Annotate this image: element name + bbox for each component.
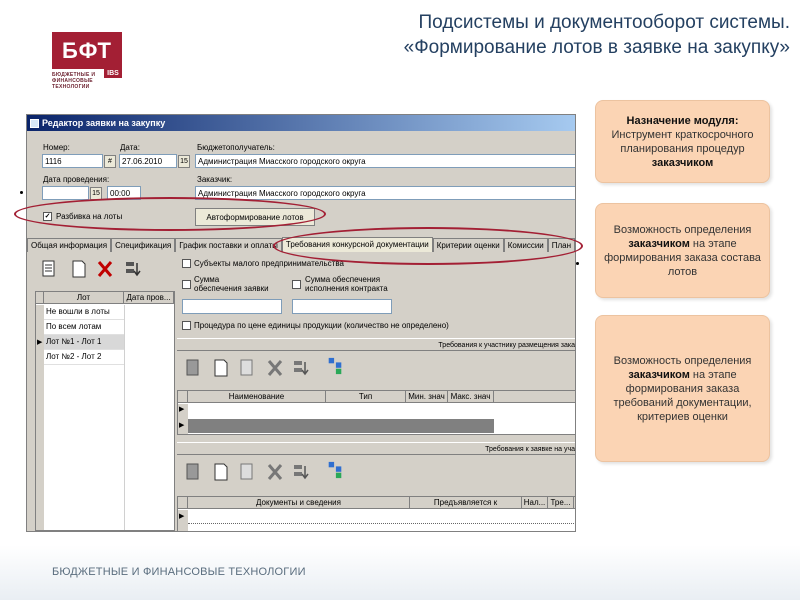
move-down-icon[interactable] <box>293 359 309 377</box>
slide-footer: БЮДЖЕТНЫЕ И ФИНАНСОВЫЕ ТЕХНОЛОГИИ <box>52 566 306 578</box>
bullet-dot <box>576 262 579 265</box>
row-indicator-header <box>178 391 188 403</box>
small-business-label: Субъекты малого предпринимательства <box>194 259 344 268</box>
hold-time-field[interactable]: 00:00 <box>107 186 141 200</box>
col-applies-to[interactable]: Предъявляется к <box>410 497 522 509</box>
callout-text: Возможность определения <box>613 354 752 367</box>
number-label: Номер: <box>43 143 70 152</box>
current-row-pointer-icon: ▶ <box>179 513 185 520</box>
slide-title-line1: Подсистемы и документооборот системы. <box>418 12 790 33</box>
lot-row[interactable]: Лот №2 - Лот 2 <box>44 350 124 365</box>
contract-security-label: Сумма обеспечения исполнения контракта <box>305 275 388 293</box>
tab-specification[interactable]: Спецификация <box>111 238 175 252</box>
date-label: Дата: <box>120 143 140 152</box>
col-documents[interactable]: Документы и сведения <box>188 497 410 509</box>
callout-heading: Назначение модуля: <box>626 114 739 127</box>
callout-requirements <box>595 315 770 462</box>
callout-text: Инструмент краткосрочного планирования процедур <box>611 128 754 155</box>
tab-schedule[interactable]: График поставки и оплаты <box>175 238 282 252</box>
blank-document-icon[interactable] <box>213 463 229 481</box>
callout-emphasis: заказчиком <box>651 156 714 169</box>
hold-date-field[interactable] <box>42 186 89 200</box>
lot-row-selected[interactable]: Лот №1 - Лот 1 <box>44 335 124 350</box>
calendar-icon[interactable]: 15 <box>178 155 190 168</box>
new-row-placeholder[interactable] <box>188 419 494 433</box>
calendar-icon[interactable]: 15 <box>90 187 102 200</box>
bid-requirements-grid <box>177 496 576 532</box>
contract-security-amount-field[interactable] <box>292 299 392 314</box>
hold-date-label: Дата проведения: <box>43 175 110 184</box>
split-lots-label: Разбивка на лоты <box>56 212 123 221</box>
current-row-pointer-icon: ▶ <box>37 339 43 346</box>
blank-document-icon[interactable] <box>71 260 87 278</box>
current-row-pointer-icon: ▶ <box>179 406 185 413</box>
delete-icon[interactable] <box>267 359 283 377</box>
logo-tagline: БЮДЖЕТНЫЕ И ФИНАНСОВЫЕ ТЕХНОЛОГИИ <box>52 72 96 90</box>
callout-emphasis: заказчиком <box>628 237 690 250</box>
row-indicator-header <box>178 497 188 509</box>
callout-text: на этапе формирования заказа требований документации, критериев оценки <box>613 368 752 423</box>
unit-price-label: Процедура по цене единицы продукции (количество не определено) <box>194 321 449 330</box>
participant-requirements-grid <box>177 390 576 435</box>
callout-text: Возможность определения <box>613 223 752 236</box>
col-presence[interactable]: Нал... <box>522 497 548 509</box>
window-title: Редактор заявки на закупку <box>42 118 166 128</box>
new-document-icon[interactable] <box>41 260 57 278</box>
participant-grid-header <box>178 391 576 403</box>
callout-lot-composition <box>595 203 770 298</box>
recipient-label: Бюджетополучатель: <box>197 143 275 152</box>
lots-grid-header <box>36 292 174 304</box>
bid-requirements-bar: Требования к заявке на уча <box>177 442 576 455</box>
callout-text: на этапе формирования заказа состава лотов <box>604 237 761 278</box>
tab-plan[interactable]: План <box>548 238 575 252</box>
delete-icon[interactable] <box>97 260 113 278</box>
tab-evaluation-criteria[interactable]: Критерии оценки <box>433 238 504 252</box>
tab-bar <box>27 237 576 252</box>
lot-date-column-header[interactable]: Дата пров... <box>124 292 174 304</box>
lot-row[interactable]: По всем лотам <box>44 320 124 335</box>
number-field[interactable]: 1116 <box>42 154 103 168</box>
bullet-dot <box>20 191 23 194</box>
row-separator <box>188 523 574 524</box>
purchase-request-editor-window <box>26 114 576 532</box>
tab-commissions[interactable]: Комиссии <box>504 238 548 252</box>
new-document-icon[interactable] <box>185 463 201 481</box>
col-max[interactable]: Макс. знач <box>448 391 494 403</box>
bft-logo <box>52 32 122 102</box>
bid-grid-header <box>178 497 576 509</box>
col-type[interactable]: Тип <box>326 391 406 403</box>
app-icon <box>30 119 39 128</box>
logo-mark: БФТ <box>52 32 122 69</box>
small-business-checkbox[interactable] <box>182 259 191 268</box>
customer-label: Заказчик: <box>197 175 233 184</box>
tab-tender-requirements[interactable]: Требования конкурсной документации <box>282 237 433 252</box>
blank-document-icon[interactable] <box>213 359 229 377</box>
slide-title-line2: «Формирование лотов в заявке на закупку» <box>403 37 790 58</box>
callout-emphasis: заказчиком <box>628 368 690 381</box>
col-name[interactable]: Наименование <box>188 391 326 403</box>
lot-row[interactable]: Не вошли в лоты <box>44 305 124 320</box>
split-lots-checkbox[interactable]: ✓ <box>44 213 51 220</box>
number-picker-icon[interactable]: # <box>104 155 116 168</box>
slide-title <box>250 10 790 60</box>
contract-security-checkbox[interactable] <box>292 280 301 289</box>
copy-document-icon[interactable] <box>239 359 255 377</box>
logo-ibs-badge: IBS <box>104 69 122 78</box>
move-down-icon[interactable] <box>125 260 141 278</box>
move-down-icon[interactable] <box>293 463 309 481</box>
hierarchy-icon[interactable] <box>327 461 343 479</box>
callout-module-purpose <box>595 100 770 183</box>
bid-security-label: Сумма обеспечения заявки <box>194 275 269 293</box>
copy-document-icon[interactable] <box>239 463 255 481</box>
bid-security-amount-field[interactable] <box>182 299 282 314</box>
participant-requirements-bar: Требования к участнику размещения зака <box>177 338 576 351</box>
hierarchy-icon[interactable] <box>327 357 343 375</box>
delete-icon[interactable] <box>267 463 283 481</box>
tab-general[interactable]: Общая информация <box>27 238 111 252</box>
grid-divider <box>124 305 125 530</box>
date-field[interactable]: 27.06.2010 <box>119 154 177 168</box>
col-required[interactable]: Тре... <box>548 497 574 509</box>
col-min[interactable]: Мин. знач <box>406 391 448 403</box>
row-indicator-header <box>36 292 44 304</box>
unit-price-checkbox[interactable] <box>182 321 191 330</box>
new-document-icon[interactable] <box>185 359 201 377</box>
auto-lots-button[interactable]: Автоформирование лотов <box>195 208 315 226</box>
current-row-pointer-icon: ▶ <box>179 422 185 429</box>
customer-field[interactable]: Администрация Миасского городского округа <box>195 186 576 200</box>
recipient-field[interactable]: Администрация Миасского городского округа <box>195 154 576 168</box>
bid-security-checkbox[interactable] <box>182 280 191 289</box>
lots-grid <box>35 291 175 531</box>
lot-column-header[interactable]: Лот <box>44 292 124 304</box>
window-titlebar[interactable] <box>27 115 575 131</box>
